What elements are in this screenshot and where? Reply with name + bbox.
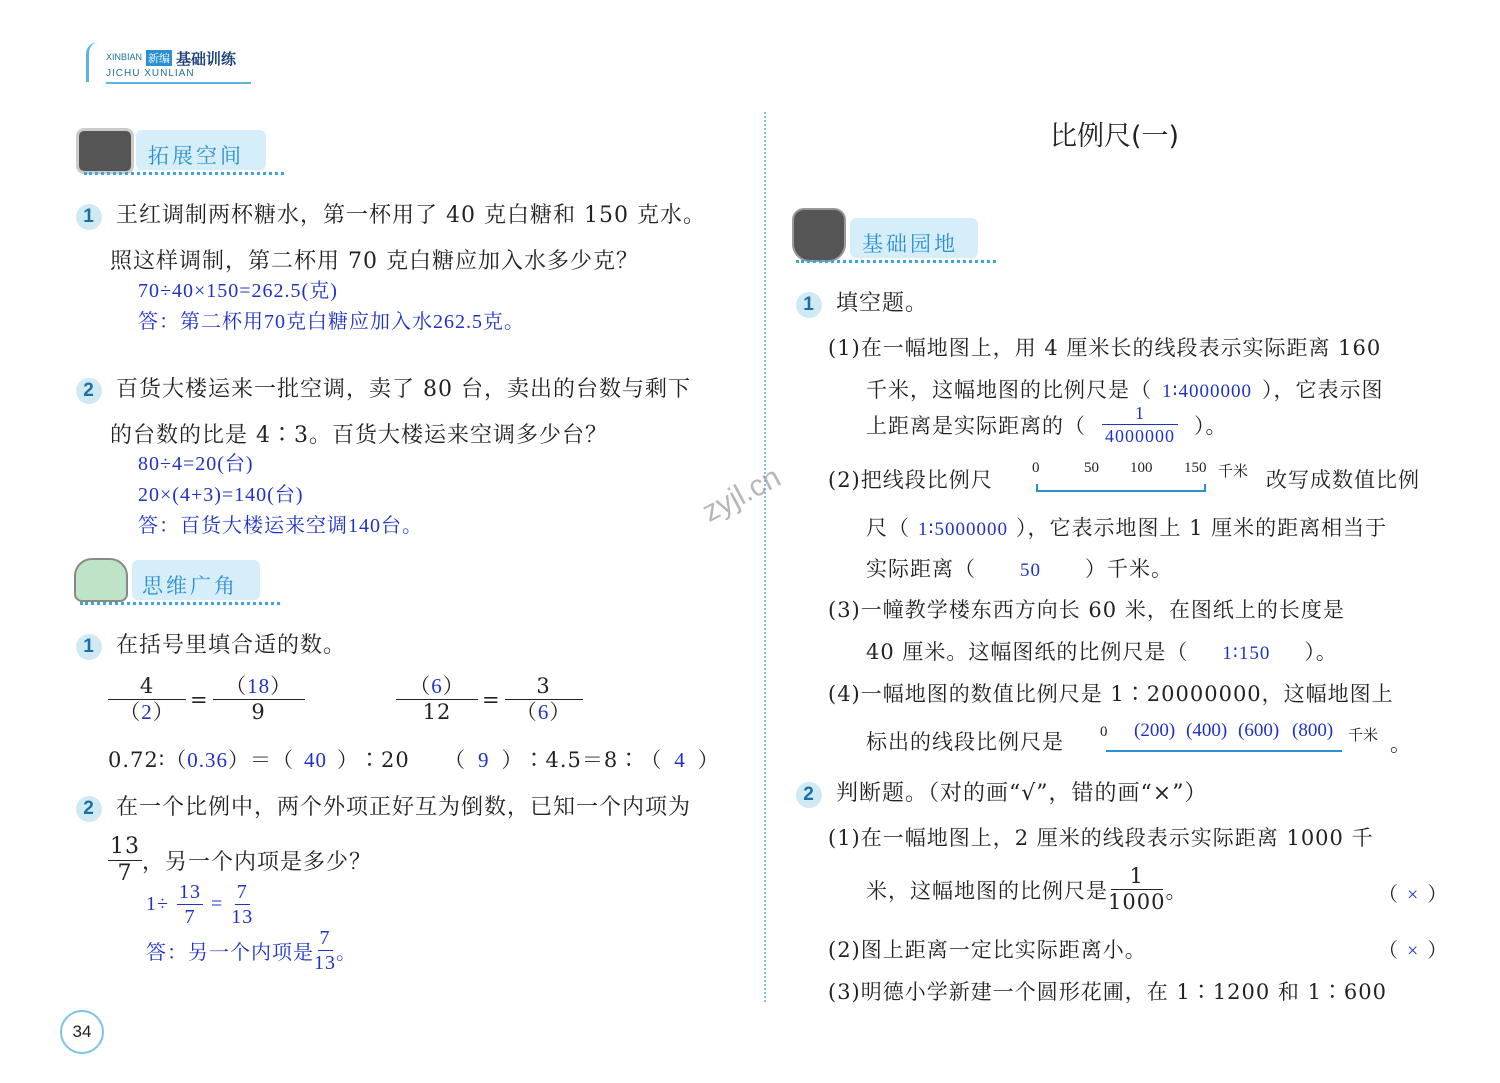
question-text: (2)图上距离一定比实际距离小。	[828, 938, 1147, 962]
answer-text: (800)	[1292, 720, 1334, 741]
scale-bar	[1036, 484, 1206, 492]
scale-tick-label: 50	[1084, 460, 1099, 476]
scale-bar	[1106, 746, 1342, 752]
section-header-thinking	[74, 556, 284, 612]
answer-text: 1∶5000000	[918, 519, 1008, 540]
brand-pinyin-top: XINBIAN	[106, 52, 143, 62]
answer-text: (400)	[1186, 720, 1228, 741]
line-scale	[1032, 460, 1262, 494]
question-number: 1	[76, 634, 102, 660]
question-text: (1)在一幅地图上，2 厘米的线段表示实际距离 1000 千	[828, 826, 1374, 850]
question-text: 百货大楼运来一批空调，卖了 80 台，卖出的台数与剩下	[116, 377, 691, 402]
fraction: $\frac{13}{7}$	[110, 834, 140, 886]
scale-tick-label: 100	[1130, 460, 1153, 476]
answer-text: 答：另一个内项是 $\frac{7}{13}$ 。	[146, 927, 357, 974]
brand-title: 基础训练	[176, 50, 237, 68]
ratio-equation-2: （ 9 ）∶4.5＝8∶（ 4 ）	[444, 748, 720, 772]
fraction: $\frac{(18)}{9}$	[213, 676, 305, 723]
judgement-mark: （ × ）	[1378, 938, 1449, 962]
answer-text: 9	[478, 748, 490, 772]
answer-text: 4	[674, 748, 686, 772]
fraction: $\frac{7}{13}$	[231, 881, 254, 928]
answer-text: 6	[431, 674, 443, 698]
ratio-equation-1: 0.72∶（0.36）＝（ 40 ）∶20	[108, 748, 410, 772]
question-number: 1	[796, 292, 822, 318]
brand-underline	[106, 82, 251, 84]
answer-text: 70÷40×150=262.5(克)	[138, 280, 338, 302]
question-text: 实际距离（ 50 ）千米。	[866, 557, 1173, 581]
answer-text: 0.36	[187, 748, 228, 772]
rabbit-icon	[792, 208, 846, 262]
question-text: 40 厘米。这幅图纸的比例尺是（ 1∶150 ）。	[866, 640, 1338, 664]
answer-calc: 1÷ $\frac{13}{7}$ = $\frac{7}{13}$	[146, 881, 254, 928]
page-title: 比例尺(一)	[1050, 121, 1180, 152]
answer-text: ×	[1407, 940, 1420, 962]
question-text: (2)把线段比例尺	[828, 468, 993, 492]
scale-tick-label: 0	[1032, 460, 1040, 476]
section-title-basic: 基础园地	[862, 232, 958, 256]
question-number: 2	[76, 378, 102, 404]
fraction: $\frac{1}{1000}$	[1108, 864, 1166, 914]
column-divider	[764, 112, 766, 1002]
question-text: (4)一幅地图的数值比例尺是 1∶20000000，这幅地图上	[828, 682, 1394, 706]
fraction: $\frac{3}{(6)}$	[505, 676, 583, 723]
page-number: 34	[60, 1010, 104, 1054]
section-header-expand	[76, 126, 286, 182]
brand-tag: 新编	[148, 52, 170, 65]
answer-text: 18	[247, 674, 271, 698]
scale-unit: 千米	[1218, 462, 1249, 480]
fraction: $\frac{1}{4000000}$	[1102, 404, 1178, 445]
answer-text: 1∶4000000	[1162, 381, 1252, 402]
brand-pinyin-bottom: JICHU XUNLIAN	[106, 68, 195, 79]
question-text: 尺（ 1∶5000000 ），它表示地图上 1 厘米的距离相当于	[866, 516, 1388, 540]
frog-icon	[74, 558, 128, 602]
question-text: 王红调制两杯糖水，第一杯用了 40 克白糖和 150 克水。	[116, 203, 706, 228]
fraction: $\frac{7}{13}$	[314, 927, 336, 974]
question-text: 在一个比例中，两个外项正好互为倒数，已知一个内项为	[116, 795, 692, 820]
answer-text: 2	[141, 700, 153, 724]
answer-text: ×	[1407, 884, 1420, 906]
question-text: 标出的线段比例尺是	[866, 730, 1064, 754]
question-text: (3)一幢教学楼东西方向长 60 米，在图纸上的长度是	[828, 598, 1345, 622]
scale-unit: 千米	[1348, 726, 1379, 744]
question-number: 2	[796, 782, 822, 808]
scale-tick-label: 150	[1184, 460, 1207, 476]
question-number: 1	[76, 204, 102, 230]
answer-text: 答：百货大楼运来空调140台。	[138, 515, 423, 537]
question-text: 的台数的比是 4∶3。百货大楼运来空调多少台？	[110, 423, 608, 448]
judgement-mark: （ × ）	[1378, 882, 1449, 906]
question-text: $\frac{13}{7}$ ，另一个内项是多少？	[110, 834, 373, 886]
section-title-expand: 拓展空间	[148, 144, 244, 168]
answer-text: 20×(4+3)=140(台)	[138, 484, 304, 506]
question-text: 上距离是实际距离的（ $\frac{1}{4000000}$ ）。	[866, 403, 1228, 446]
answer-text: 40	[303, 748, 327, 772]
answer-text: 80÷4=20(台)	[138, 453, 254, 475]
answer-text: 50	[1020, 560, 1041, 581]
answer-text: (200)	[1134, 720, 1176, 741]
watermark: zyjl.cn	[696, 460, 786, 529]
fraction: $\frac{13}{7}$	[178, 881, 201, 928]
question-text: 在括号里填合适的数。	[116, 633, 347, 658]
answer-text: 1∶150	[1222, 643, 1271, 664]
scale-tick-label: 0	[1100, 724, 1108, 740]
question-text: (1)在一幅地图上，用 4 厘米长的线段表示实际距离 160	[828, 336, 1382, 360]
fraction-equation-1: $\frac{4}{(2)}$ = $\frac{(18)}{9}$	[108, 676, 305, 723]
answer-text: 答：第二杯用70克白糖应加入水262.5克。	[138, 311, 525, 333]
section-title-thinking: 思维广角	[142, 574, 238, 598]
question-text: 填空题。	[836, 291, 929, 316]
section-header-basic	[792, 204, 1002, 270]
line-scale-answer	[1100, 720, 1400, 754]
question-text: (3)明德小学新建一个圆形花圃，在 1∶1200 和 1∶600	[828, 980, 1388, 1004]
question-text: 千米，这幅地图的比例尺是（ 1∶4000000 ），它表示图	[866, 378, 1384, 402]
question-text: 改写成数值比例	[1266, 468, 1420, 492]
question-number: 2	[76, 796, 102, 822]
question-text: 照这样调制，第二杯用 70 克白糖应加入水多少克？	[110, 249, 639, 274]
answer-text: 6	[537, 700, 550, 724]
question-text: 。	[1390, 732, 1412, 756]
fraction: $\frac{(6)}{12}$	[396, 676, 478, 723]
fraction: $\frac{4}{(2)}$	[108, 676, 186, 723]
brand-logo	[80, 40, 260, 90]
question-text: 米，这幅地图的比例尺是 $\frac{1}{1000}$ 。	[866, 864, 1188, 914]
robot-icon	[76, 128, 134, 174]
answer-text: (600)	[1238, 720, 1280, 741]
question-text: 判断题。（对的画“√”，错的画“×”）	[836, 781, 1208, 806]
fraction-equation-2: $\frac{(6)}{12}$ = $\frac{3}{(6)}$	[396, 676, 583, 723]
